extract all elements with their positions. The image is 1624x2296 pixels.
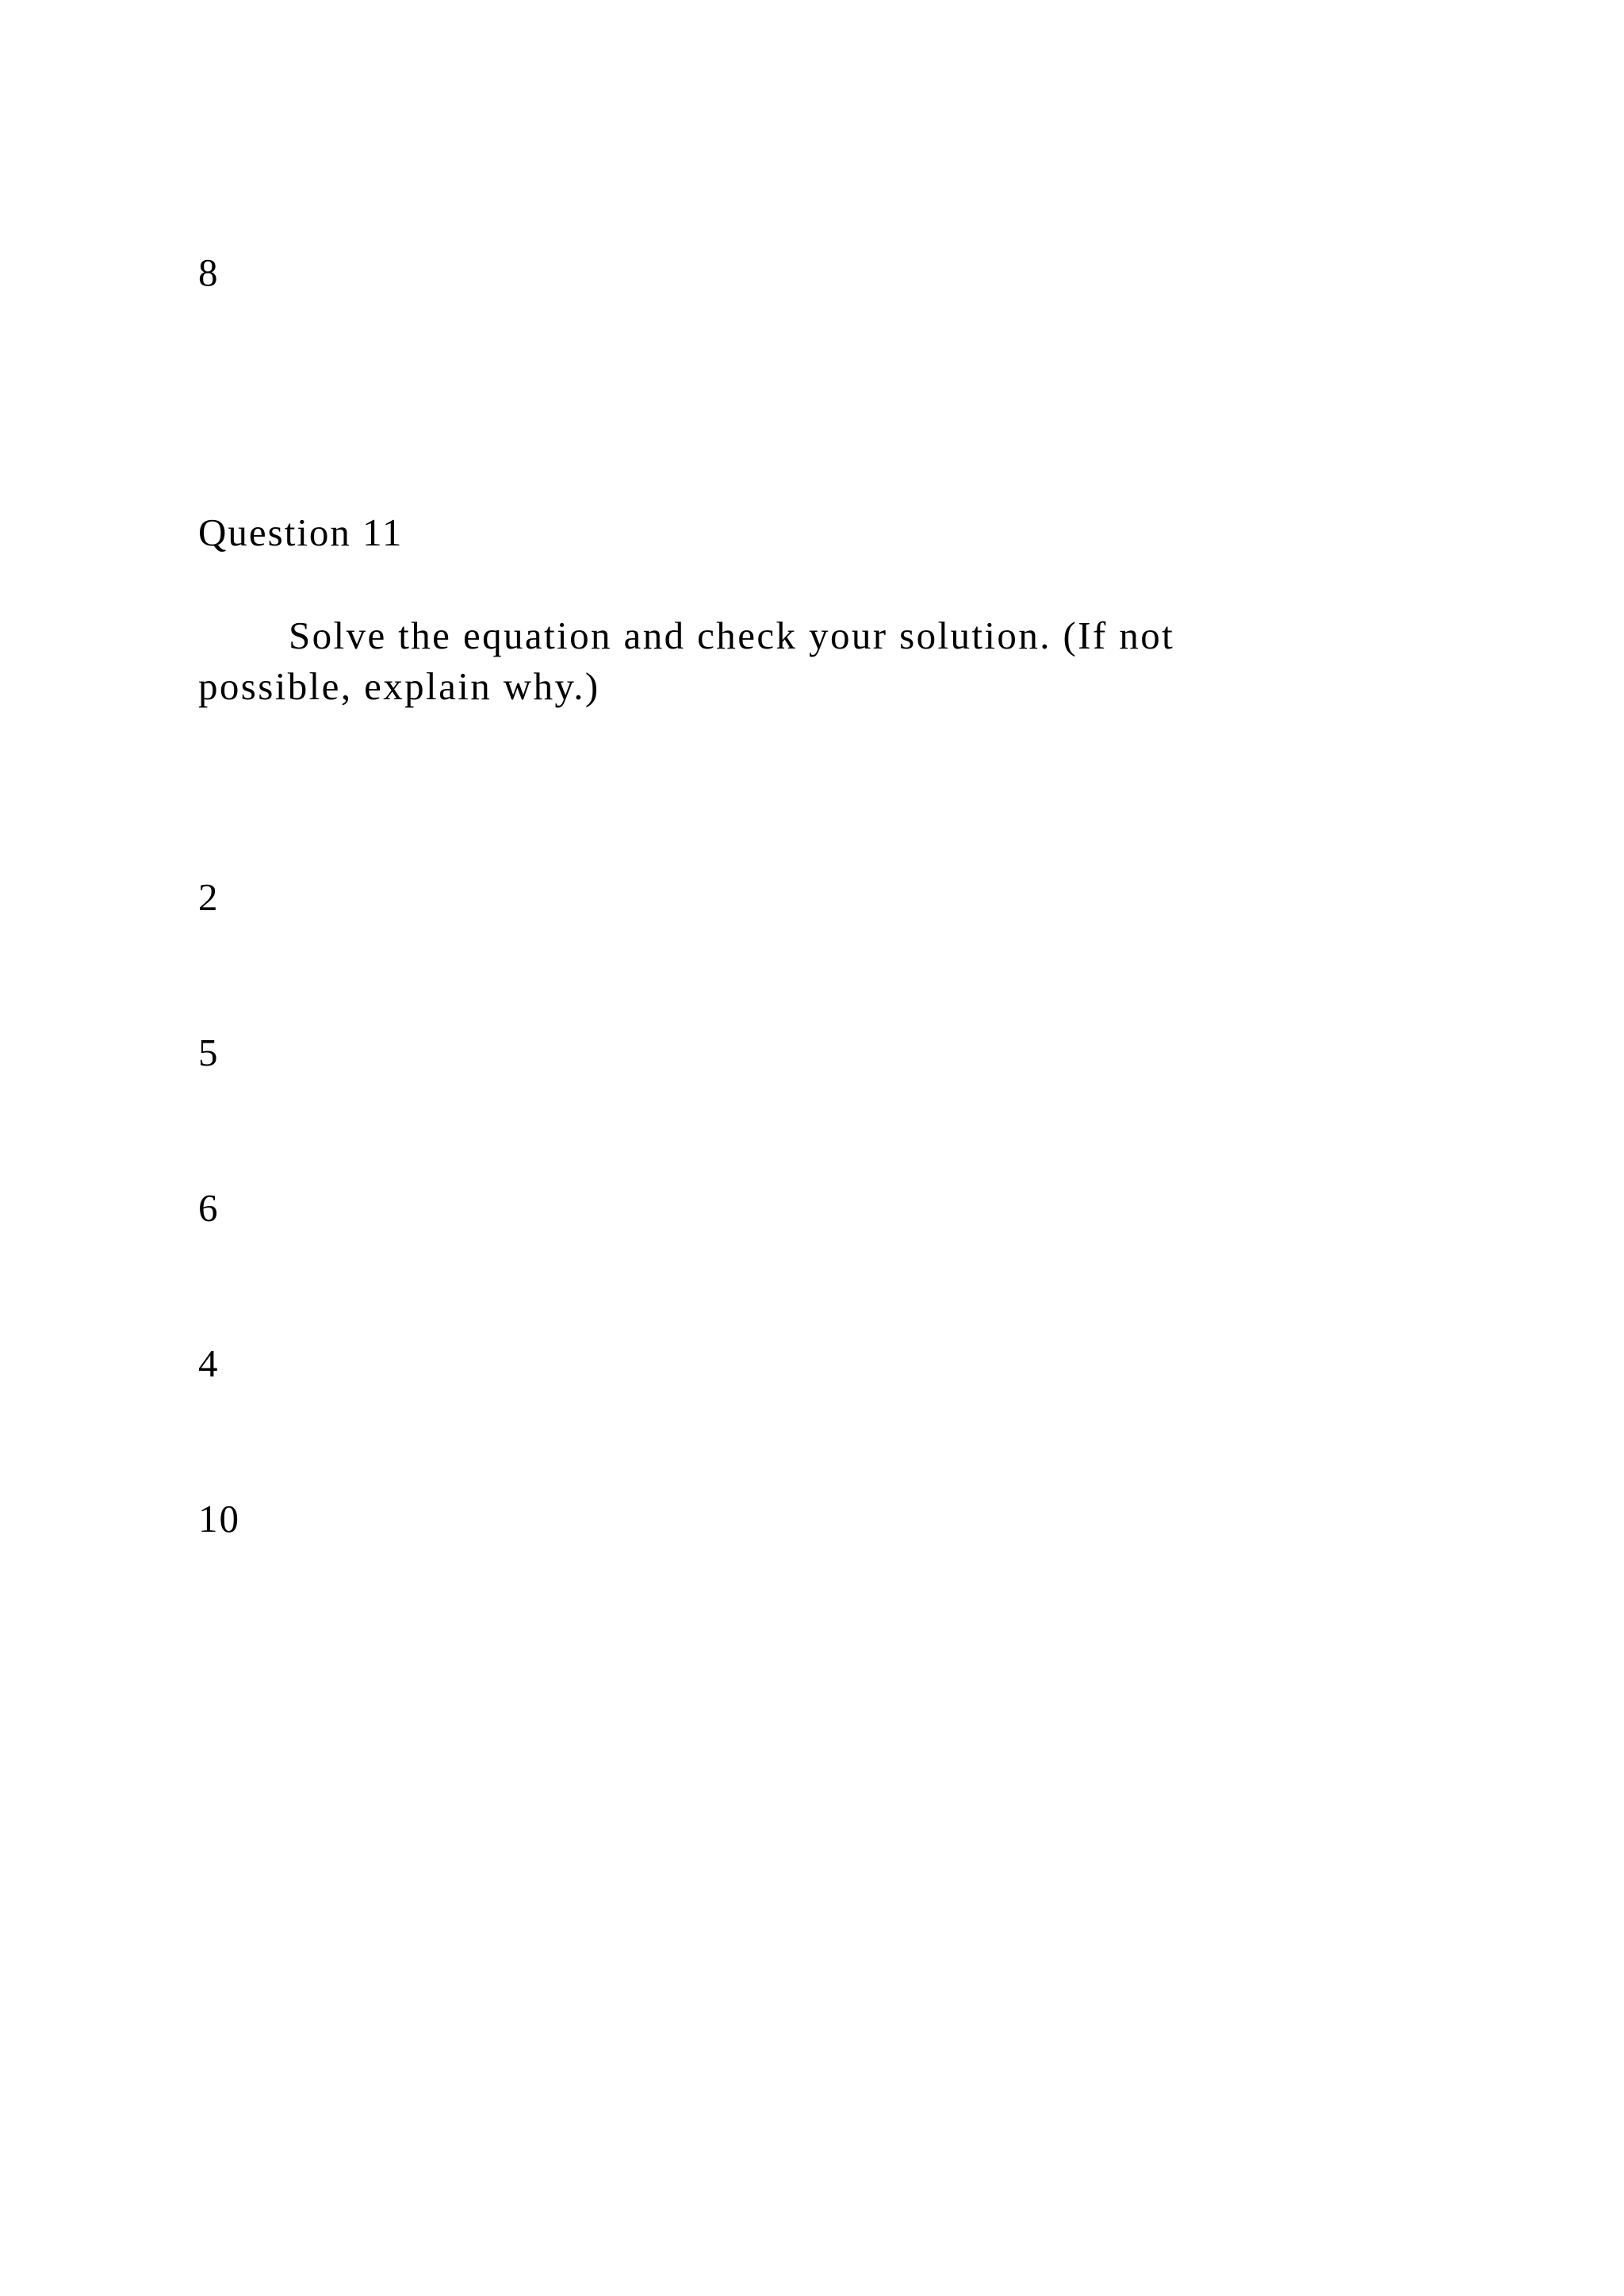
answer-option: 6 bbox=[198, 1186, 220, 1230]
question-prompt: Solve the equation and check your solution. (If not possible, explain why.) bbox=[198, 614, 1175, 708]
answer-option: 10 bbox=[198, 1497, 240, 1540]
answer-option: 5 bbox=[198, 1031, 220, 1074]
question-heading: Question 11 bbox=[198, 511, 404, 554]
answer-option: 4 bbox=[198, 1341, 220, 1385]
answer-option: 2 bbox=[198, 875, 220, 919]
previous-option-8: 8 bbox=[198, 251, 220, 294]
